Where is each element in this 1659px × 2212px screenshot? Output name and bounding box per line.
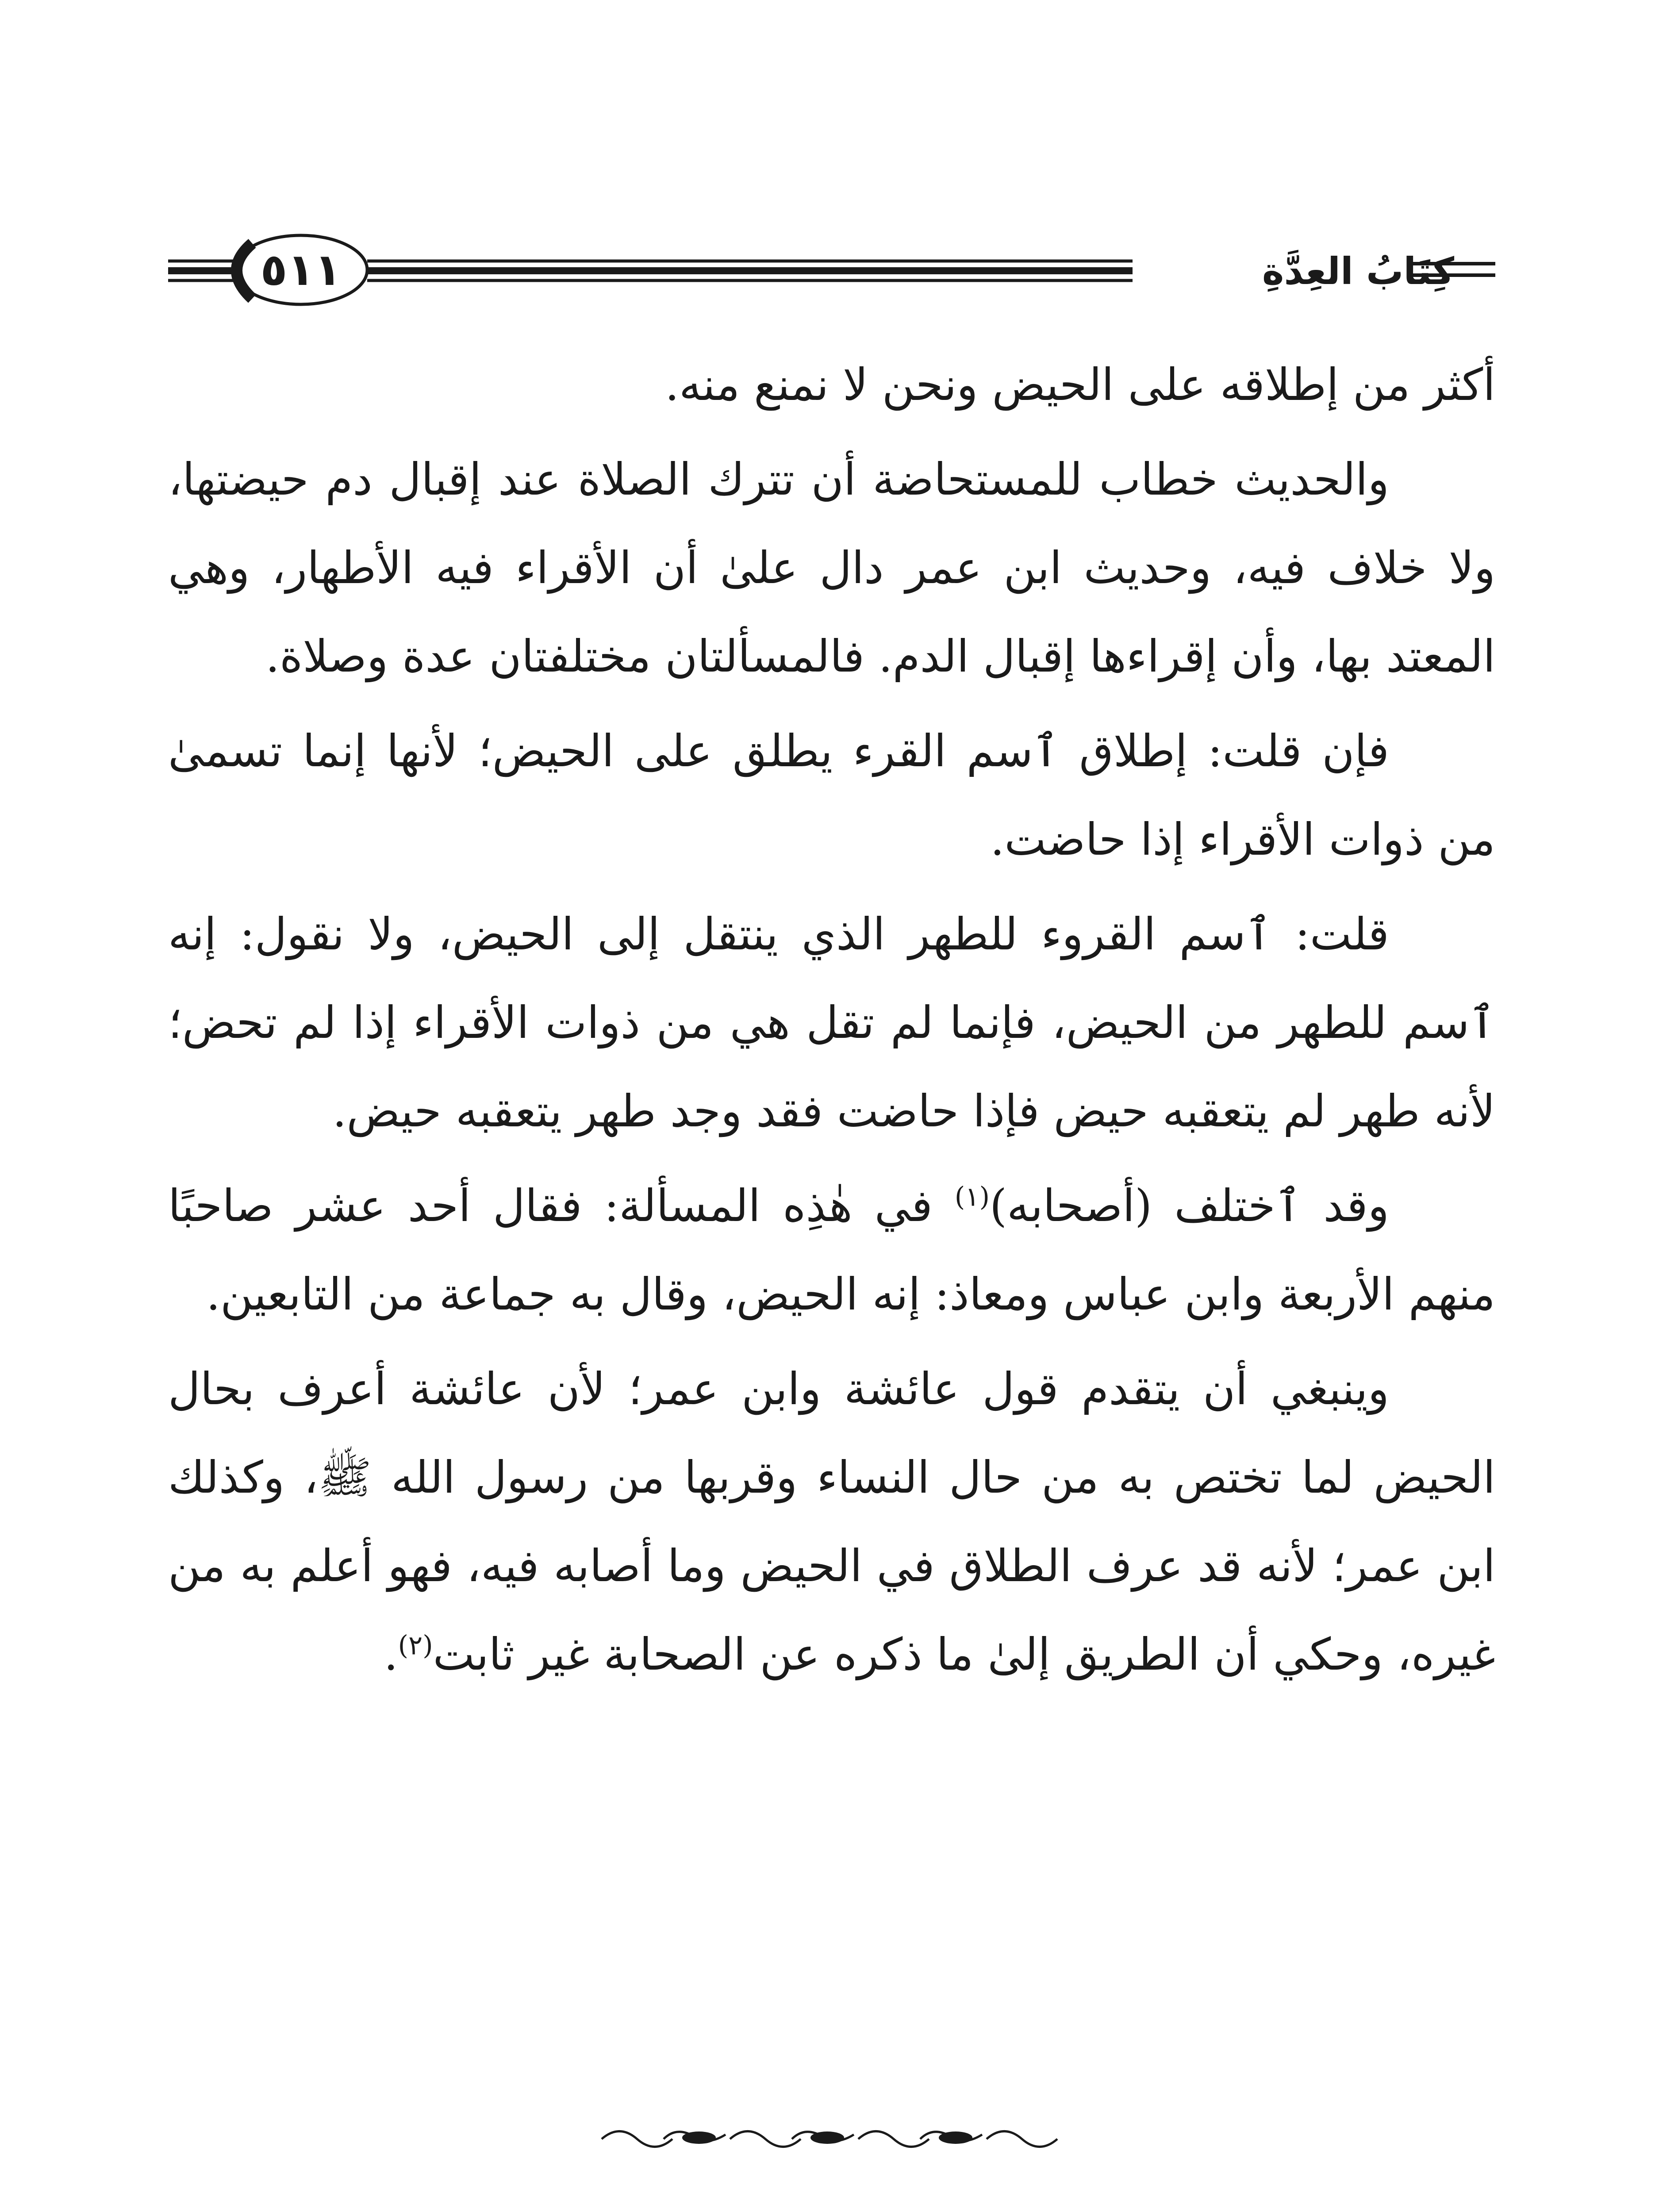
- paragraph: قلت: ٱسم القروء للطهر الذي ينتقل إلى الحيض، ولا نقول: إنه ٱسم للطهر من الحيض، فإنما لم تقل هي من ذوات الأقراء إذا لم تحض؛ لأنه طهر لم يتعقبه حيض فإذا حاضت فقد وجد طهر يتعقبه حيض.: [168, 908, 1495, 1137]
- page-number: ٥١١: [260, 244, 342, 296]
- paragraph-text: وقد ٱختلف (أصحابه): [989, 1180, 1389, 1232]
- paragraph: [168, 1162, 1495, 1339]
- body-text: [168, 341, 1495, 1705]
- paragraph: [168, 1345, 1495, 1699]
- section-end-ornament: [597, 2119, 1066, 2159]
- running-header: [168, 221, 1495, 319]
- paragraph-text: وينبغي أن يتقدم قول عائشة وابن عمر؛ لأن عائشة أعرف بحال الحيض لما تختص به من حال النساء وقربها من رسول الله ﷺ، وكذلك ابن عمر؛ لأنه قد عرف الطلاق في الحيض وما أصابه فيه، فهو أعلم به من غيره، وحكي أن الطريق إلىٰ ما ذكره عن الصحابة غير ثابت: [168, 1363, 1495, 1680]
- paragraph: أكثر من إطلاقه على الحيض ونحن لا نمنع منه.: [665, 359, 1495, 411]
- footnote-reference[interactable]: (١): [954, 1181, 990, 1213]
- paragraph-text: .: [384, 1628, 398, 1680]
- footnote-reference[interactable]: (٢): [398, 1630, 433, 1661]
- chapter-title: كِتَابُ العِدَّةِ: [1262, 250, 1455, 293]
- paragraph-text: في هٰذِه المسألة: فقال أحد عشر صاحبًا منهم الأربعة وابن عباس ومعاذ: إنه الحيض، وقال به جماعة من التابعين.: [168, 1180, 1495, 1320]
- paragraph: فإن قلت: إطلاق ٱسم القرء يطلق على الحيض؛ لأنها إنما تسمىٰ من ذوات الأقراء إذا حاضت.: [168, 725, 1495, 865]
- paragraph: والحديث خطاب للمستحاضة أن تترك الصلاة عند إقبال دم حيضتها، ولا خلاف فيه، وحديث ابن عمر دال علىٰ أن الأقراء فيه الأطهار، وهي المعتد بها، وأن إقراءها إقبال الدم. فالمسألتان مختلفتان عدة وصلاة.: [168, 453, 1495, 682]
